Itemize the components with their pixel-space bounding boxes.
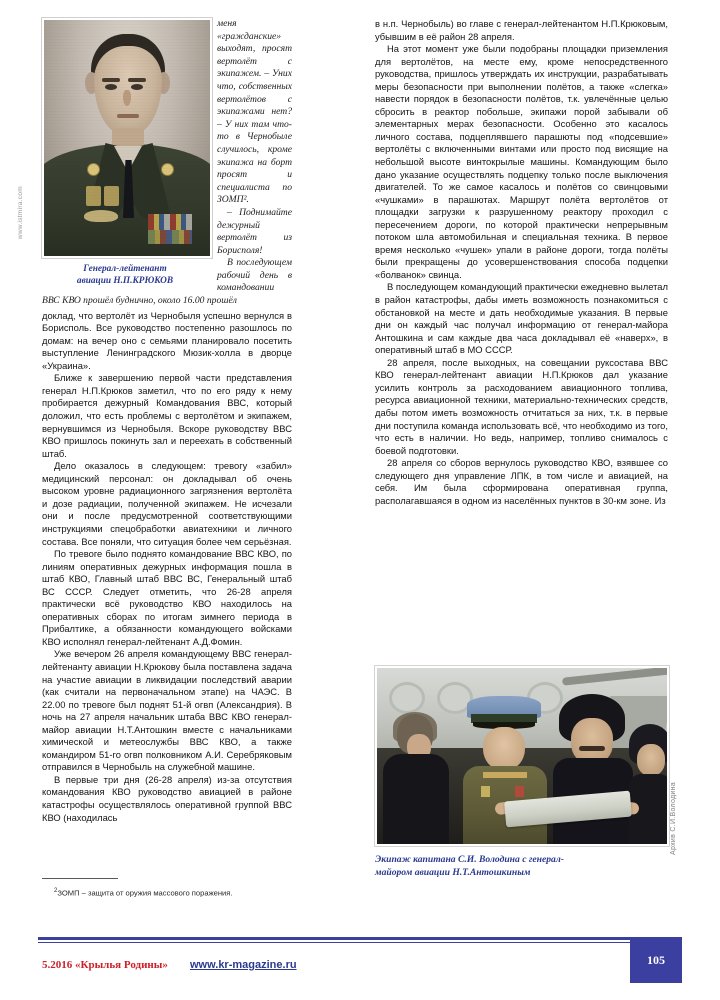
footnote-text xyxy=(42,886,292,899)
photo-archive-credit: Архив С.И.Володина xyxy=(670,782,677,855)
portrait-caption-line-1: Генерал-лейтенант xyxy=(83,264,167,274)
footnote-marker: 2 xyxy=(54,888,58,894)
general-portrait-photo xyxy=(42,18,212,258)
left-text-column xyxy=(42,18,292,824)
bottom-photo-caption-line-2: майором авиации Н.Т.Антошкиным xyxy=(375,866,531,878)
footer-website-link[interactable]: www.kr-magazine.ru xyxy=(190,959,297,971)
bottom-photo-caption xyxy=(375,854,665,879)
bottom-photo-block xyxy=(375,666,665,879)
right-text-column xyxy=(375,18,668,507)
paragraph: Ближе к завершению первой части представления генерал Н.П.Крюков заметил, что по его ряду к нему пробирается дежурный Командования ВВС, который доложил, что есть проблемы с вертолётом и экипажем, вернувшимся из Чернобыля. Вскоре руководству ВВС КВО пришлось покинуть зал и переехать в собственный штаб. xyxy=(42,372,292,459)
paragraph: Уже вечером 26 апреля командующему ВВС генерал-лейтенанту авиации Н.Крюкову была поставлена задача на участие авиации в ликвидации последствий аварии (как считали на первоначальном этапе) на ЧАЭС. В 22.00 по тревоге был поднят 51-й огвп (Александрия). В ночь на 27 апреля начальник штаба ВВС КВО генерал-майор авиации Н.Т.Антошкин вместе с начальниками химической и метеослужбы ВВС КВО, а также командиром 51-го огвп полковником А.И. Серебряковым отправился в Чернобыль на служебной машине. xyxy=(42,648,292,773)
lead-in-paragraph: – Поднимайте дежурный вертолёт из Борисполя! xyxy=(217,206,292,256)
footer-rules xyxy=(38,937,682,943)
paragraph: На этот момент уже были подобраны площадки приземления для вертолётов, на месте ему, кроме непосредственного руководства, пришлось утверждать их инструкции, разрабатывать меры безопасности при выполнении полётов, а также «слегка» навести порядок в безопасности полётов, т.к. увлечённые целью сбросить в реактор побольше, экипажи порой забывали об элементарных мерах безопасности. Особенно это касалось личного состава, подцеплявшего парашюты под «подсевшие» вертолёты с включенными винтами или просто под висящие на небольшой высоте винтокрылые машины. Командующим было дано указание осуществлять подцепку только после выключения двигателей. То же самое касалось и полётов со свинцовыми «чушками» в парашютах. Маршрут полёта вертолётов от площадки загрузки к разрушенному реактору проходил с пересечением дороги, по которой практически непрерывным потоком шла автомобильная и специальная техника. В первое время несколько «чушек» упали в районе дороги, тогда полёты были прекращены до усовершенствования способа подцепки «болванок» свинца. xyxy=(375,43,668,280)
bottom-photo-caption-line-1: Экипаж капитана С.И. Володина с генерал- xyxy=(375,854,564,865)
footnote-block xyxy=(42,878,292,899)
left-side-credit: www.istmira.com xyxy=(17,186,24,240)
paragraph: Дело оказалось в следующем: тревогу «забил» медицинский персонал: он докладывал об очень высоком уровне радиационного загрязнения вертолёта и дозе радиации, полученной экипажем. Не исчезали они и после предусмотренной соответствующими инструкциями спецобработки авиатехники и личного состава. Все поняли, что ситуация более чем серьёзная. xyxy=(42,460,292,547)
paragraph: доклад, что вертолёт из Чернобыля успешно вернулся в Борисполь. Все руководство постепенно разошлось по домам: на вечер оно с семьями планировало посетить выступление Ленинградского Мюзик-холла в дворце «Украина». xyxy=(42,309,292,371)
footnote-divider xyxy=(42,878,118,879)
paragraph: В последующем командующий практически ежедневно вылетал в район катастрофы, дабы иметь возможность познакомиться с обстановкой на месте и дать необходимые указания. В первые дни он каждый час получал информацию от генерал-майора Антошкина и сам каждые два часа докладывал её «наверх», в оперативный штаб в МО СССР. xyxy=(375,281,668,356)
paragraph: 28 апреля со сборов вернулось руководство КВО, взявшее со следующего дня управление ЛПК, в том числе и авиацией, на себя. Им была сформирована оперативная группа, располагавшаяся в одном из населённых пунктов в 30-км зоне. Из xyxy=(375,457,668,506)
lead-in-paragraph: В последующем рабочий день в командовании ВВС КВО прошёл буднично, около 16.00 прошёл xyxy=(42,257,292,307)
portrait-caption-line-2: авиации Н.П.КРЮКОВ xyxy=(76,275,174,286)
paragraph: 28 апреля, после выходных, на совещании руксостава ВВС КВО генерал-лейтенант авиации Н.П.Крюков дал указание усилить контроль за расходованием авиационного топлива, ресурса авиационной техники, материально-технических средств, дабы потом иметь возможность отчитаться за них, т.к. в первые дни поступила команда использовать всё, что необходимо из того, что есть в наличии. Но ведь, например, топливо снималось с боевой подготовки. xyxy=(375,356,668,456)
paragraph: В первые три дня (26-28 апреля) из-за отсутствия командования КВО руководство авиацией в районе катастрофы осуществлялось оперативной группой ВВС КВО (находилась xyxy=(42,773,292,823)
crew-with-general-photo xyxy=(375,666,669,846)
portrait-caption xyxy=(42,264,208,287)
footer-rule-thin xyxy=(38,942,682,943)
lead-in-paragraph: меня «гражданские» выходят, просят вертолёт с экипажем. – Уних что, собственных вертолётов с экипажами нет? – У них там что-то в Чернобыле случилось, кроме экипажа на борт просят и специалиста по ЗОМП². xyxy=(217,18,292,206)
footer-issue-label: 5.2016 «Крылья Родины» xyxy=(42,959,168,971)
paragraph: в н.п. Чернобыль) во главе с генерал-лейтенантом Н.П.Крюковым, убывшим в её район 28 апреля. xyxy=(375,18,668,42)
footnote-body: ЗОМП – защита от оружия массового поражения. xyxy=(57,888,233,898)
page-footer xyxy=(38,952,682,982)
paragraph: По тревоге было поднято командование ВВС КВО, по линиям оперативных дежурных информация пошла в штаб КВО, Главный штаб ВВС ВС, Генеральный штаб ВС СССР. Следует отметить, что 26-28 апреля практически всё руководство КВО находилось на оперативных сборах по итогам зимнего периода в Прибалтике, а обязанности командующего войсками КВО исполнял генерал-лейтенант А.Д.Фомин. xyxy=(42,548,292,647)
page-number-badge: 105 xyxy=(630,937,682,983)
general-portrait-block xyxy=(42,18,208,287)
left-column-text xyxy=(42,308,292,824)
footer-rule-thick xyxy=(38,937,682,940)
